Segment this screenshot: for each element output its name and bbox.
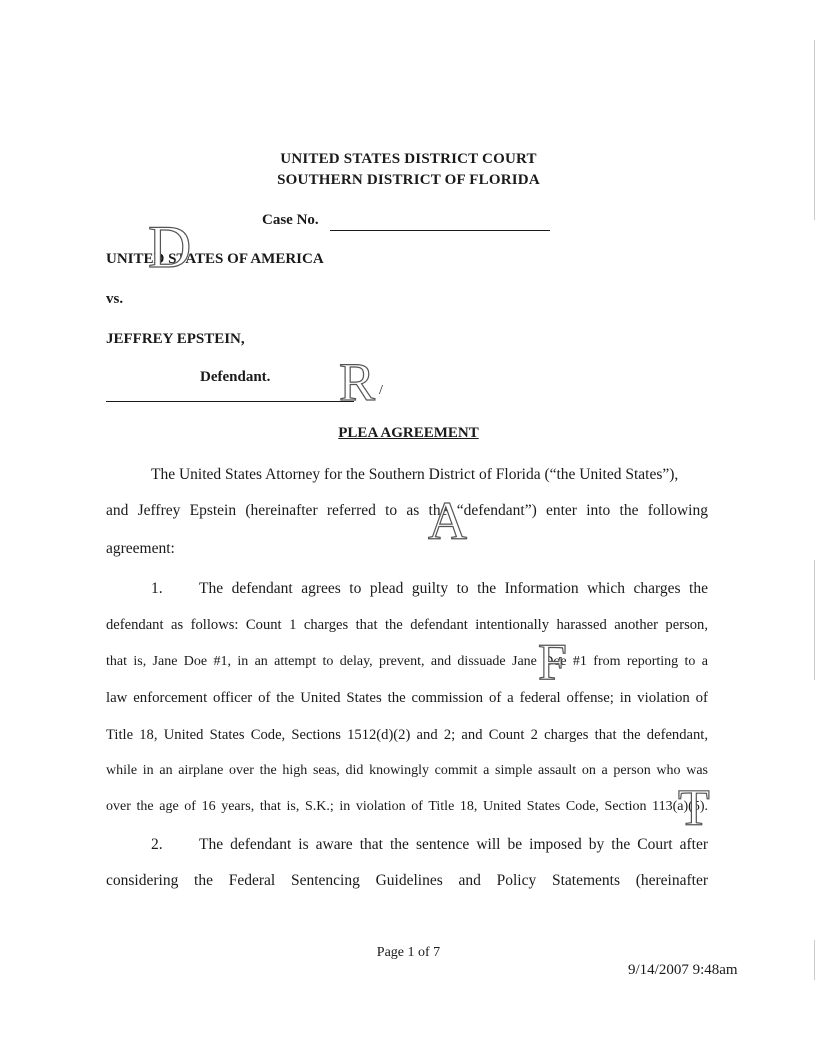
defendant-label: Defendant. xyxy=(200,369,271,385)
paragraph-2-number: 2. xyxy=(151,836,163,853)
case-number-label: Case No. xyxy=(262,212,319,228)
draft-stamp-letter-t: T xyxy=(678,780,710,837)
court-district: SOUTHERN DISTRICT OF FLORIDA xyxy=(277,172,540,188)
caption-slash: / xyxy=(379,383,383,398)
plaintiff-name: UNITED STATES OF AMERICA xyxy=(106,251,324,267)
paragraph-1-line-7: over the age of 16 years, that is, S.K.; in violation of Title 18, United States Code, Section 113(a)(5). xyxy=(106,799,708,814)
paragraph-1-line-3: that is, Jane Doe #1, in an attempt to delay, prevent, and dissuade Jane Doe #1 from reporting to a xyxy=(106,654,708,669)
case-number-blank xyxy=(330,230,550,231)
timestamp: 9/14/2007 9:48am xyxy=(628,962,738,978)
court-name: UNITED STATES DISTRICT COURT xyxy=(280,151,537,167)
document-title: PLEA AGREEMENT xyxy=(338,425,479,441)
paragraph-1-number: 1. xyxy=(151,580,163,597)
paragraph-1-line-2: defendant as follows: Count 1 charges that the defendant intentionally harassed another person, xyxy=(106,617,708,633)
paragraph-2-line-1: The defendant is aware that the sentence will be imposed by the Court after xyxy=(199,836,708,853)
paragraph-1-line-4: law enforcement officer of the United States the commission of a federal offense; in violation of xyxy=(106,690,708,706)
page-number: Page 1 of 7 xyxy=(376,945,441,960)
paragraph-2-line-2: considering the Federal Sentencing Guidelines and Policy Statements (hereinafter xyxy=(106,872,708,889)
defendant-name: JEFFREY EPSTEIN, xyxy=(106,331,245,347)
intro-line-2: and Jeffrey Epstein (hereinafter referred to as the “defendant”) enter into the following xyxy=(106,502,708,519)
draft-stamp-letter-d: D xyxy=(148,214,192,280)
intro-line-1: The United States Attorney for the Southern District of Florida (“the United States”), xyxy=(151,466,679,483)
paragraph-1-line-6: while in an airplane over the high seas, did knowingly commit a simple assault on a person who was xyxy=(106,763,708,778)
draft-stamp-letter-r: R xyxy=(339,352,376,412)
caption-rule xyxy=(106,401,354,402)
intro-line-3: agreement: xyxy=(106,540,175,557)
scan-artifact xyxy=(814,940,815,980)
scan-artifact xyxy=(814,560,815,680)
draft-stamp-letter-a: A xyxy=(428,491,467,551)
scan-artifact xyxy=(814,40,815,220)
paragraph-1-line-1: The defendant agrees to plead guilty to the Information which charges the xyxy=(199,580,708,597)
draft-stamp-letter-f: F xyxy=(538,634,567,691)
paragraph-1-line-5: Title 18, United States Code, Sections 1512(d)(2) and 2; and Count 2 charges that the defendant, xyxy=(106,727,708,743)
versus-label: vs. xyxy=(106,291,124,307)
